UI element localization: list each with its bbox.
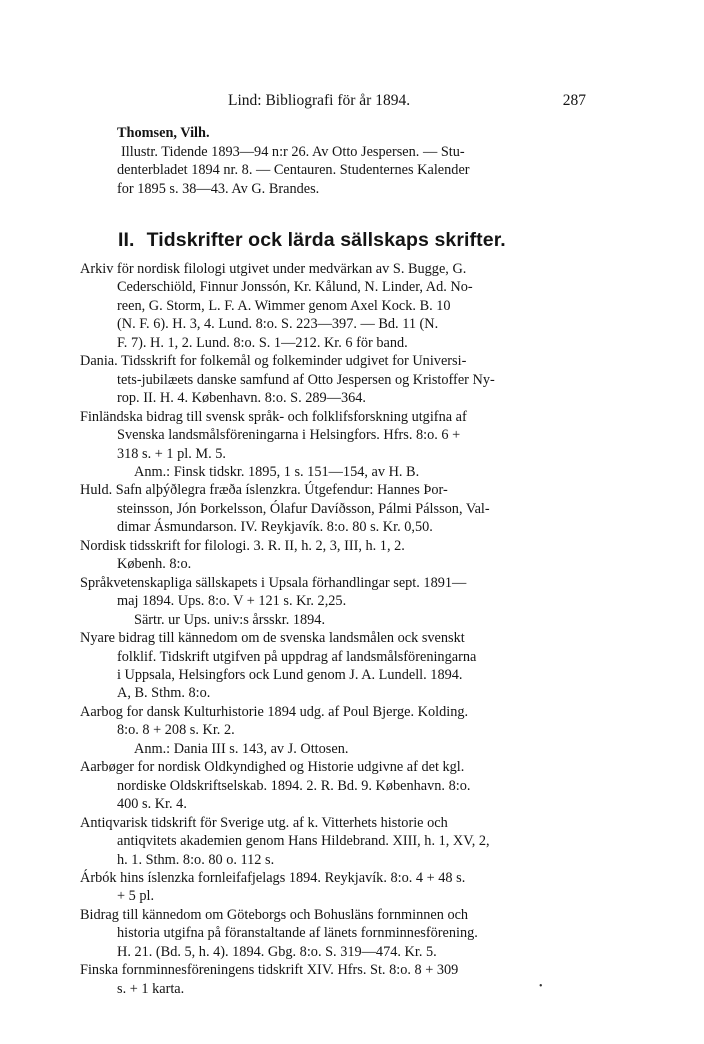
entry-line: historia utgifna på föranstaltande af länets fornminnesförening. bbox=[117, 925, 478, 942]
bibliography-entry bbox=[80, 961, 590, 998]
bibliography-entry bbox=[80, 758, 590, 813]
entry-line: 318 s. + 1 pl. M. 5. bbox=[117, 445, 226, 462]
entry-line: Nyare bidrag till kännedom om de svenska landsmålen ock svenskt bbox=[80, 630, 465, 647]
previous-entry-line: Illustr. Tidende 1893—94 n:r 26. Av Otto Jespersen. — Stu- bbox=[121, 143, 465, 160]
previous-entry-continuation bbox=[117, 124, 587, 198]
bibliography-entry bbox=[80, 352, 590, 407]
entry-line: reen, G. Storm, L. F. A. Wimmer genom Axel Kock. B. 10 bbox=[117, 297, 451, 314]
running-title: Lind: Bibliografi för år 1894. bbox=[228, 92, 411, 109]
entry-line: Aarbog for dansk Kulturhistorie 1894 udg. af Poul Bjerge. Kolding. bbox=[80, 703, 469, 720]
entry-line: Språkvetenskapliga sällskapets i Upsala förhandlingar sept. 1891— bbox=[80, 574, 467, 591]
entry-line: A, B. Sthm. 8:o. bbox=[117, 685, 211, 702]
running-header bbox=[80, 92, 600, 112]
entry-note: Anm.: Dania III s. 143, av J. Ottosen. bbox=[134, 740, 349, 757]
entry-line: nordiske Oldskriftselskab. 1894. 2. R. Bd. 9. København. 8:o. bbox=[117, 777, 471, 794]
entry-line: Dania. Tidsskrift for folkemål og folkeminder udgivet for Universi- bbox=[80, 353, 467, 370]
bibliography-entry bbox=[80, 574, 590, 629]
previous-entry-line: denterbladet 1894 nr. 8. — Centauren. Studenternes Kalender bbox=[117, 162, 470, 178]
entry-line: folklif. Tidskrift utgifven på uppdrag af landsmålsföreningarna bbox=[117, 648, 477, 665]
bibliography-entry bbox=[80, 408, 590, 482]
entry-line: Nordisk tidsskrift for filologi. 3. R. II, h. 2, 3, III, h. 1, 2. bbox=[80, 537, 405, 554]
entry-line: Aarbøger for nordisk Oldkyndighed og Historie udgivne af det kgl. bbox=[80, 759, 465, 776]
section-title: Tidskrifter ock lärda sällskaps skrifter. bbox=[146, 229, 506, 251]
bibliography-entry bbox=[80, 260, 590, 352]
bibliography-entry bbox=[80, 537, 590, 574]
entry-line: Antiqvarisk tidskrift för Sverige utg. af k. Vitterhets historie och bbox=[80, 814, 448, 831]
entry-line: + 5 pl. bbox=[117, 888, 155, 905]
entry-line: F. 7). H. 1, 2. Lund. 8:o. S. 1—212. Kr. 6 för band. bbox=[117, 334, 408, 351]
entry-line: 8:o. 8 + 208 s. Kr. 2. bbox=[117, 722, 235, 739]
entry-line: i Uppsala, Helsingfors ock Lund genom J. A. Lundell. 1894. bbox=[117, 666, 463, 683]
bibliography-entry bbox=[80, 869, 590, 906]
stray-print-mark: • bbox=[539, 981, 543, 992]
entry-line: Svenska landsmålsföreningarna i Helsingfors. Hfrs. 8:o. 6 + bbox=[117, 427, 461, 444]
entry-line: Huld. Safn alþýðlegra fræða íslenzkra. Útgefendur: Hannes Þor- bbox=[80, 482, 448, 499]
entry-line: steinsson, Jón Þorkelsson, Ólafur Davíðsson, Pálmi Pálsson, Val- bbox=[117, 500, 490, 517]
entry-line: 400 s. Kr. 4. bbox=[117, 796, 187, 813]
entry-line: dimar Ásmundarson. IV. Reykjavík. 8:o. 80 s. Kr. 0,50. bbox=[117, 519, 433, 536]
entry-note: Särtr. ur Ups. univ:s årsskr. 1894. bbox=[134, 611, 326, 628]
bibliography-entries bbox=[80, 260, 590, 998]
entry-line: (N. F. 6). H. 3, 4. Lund. 8:o. S. 223—397. — Bd. 11 (N. bbox=[117, 316, 439, 333]
entry-note: Anm.: Finsk tidskr. 1895, 1 s. 151—154, av H. B. bbox=[134, 463, 420, 480]
entry-line: Cederschiöld, Finnur Jonssón, Kr. Kålund, N. Linder, Ad. No- bbox=[117, 279, 473, 296]
entry-line: h. 1. Sthm. 8:o. 80 o. 112 s. bbox=[117, 851, 275, 868]
previous-entry-line: for 1895 s. 38—43. Av G. Brandes. bbox=[117, 180, 320, 197]
entry-line: Finska fornminnesföreningens tidskrift XIV. Hfrs. St. 8:o. 8 + 309 bbox=[80, 962, 459, 979]
entry-line: Bidrag till kännedom om Göteborgs och Bohusläns fornminnen och bbox=[80, 906, 469, 923]
bibliography-entry bbox=[80, 629, 590, 703]
entry-line: Finländska bidrag till svensk språk- och folklifsforskning utgifna af bbox=[80, 408, 467, 425]
bibliography-entry bbox=[80, 906, 590, 961]
page-number: 287 bbox=[562, 92, 586, 109]
entry-line: Árbók hins íslenzka fornleifafjelags 1894. Reykjavík. 8:o. 4 + 48 s. bbox=[80, 869, 466, 886]
entry-line: antiqvitets akademien genom Hans Hildebrand. XIII, h. 1, XV, 2, bbox=[117, 833, 490, 850]
entry-line: tets-jubilæets danske samfund af Otto Jespersen og Kristoffer Ny- bbox=[117, 371, 495, 388]
entry-line: Arkiv för nordisk filologi utgivet under medvärkan av S. Bugge, G. bbox=[80, 261, 467, 277]
entry-line: rop. II. H. 4. København. 8:o. S. 289—364. bbox=[117, 390, 366, 407]
bibliography-entry bbox=[80, 703, 590, 758]
bibliography-entry bbox=[80, 481, 590, 536]
entry-line: Københ. 8:o. bbox=[117, 556, 192, 573]
section-number: II. bbox=[118, 229, 135, 251]
entry-line: H. 21. (Bd. 5, h. 4). 1894. Gbg. 8:o. S. 319—474. Kr. 5. bbox=[117, 943, 437, 960]
section-heading bbox=[118, 229, 588, 252]
entry-line: maj 1894. Ups. 8:o. V + 121 s. Kr. 2,25. bbox=[117, 593, 347, 610]
bibliography-entry bbox=[80, 814, 590, 869]
entry-line: s. + 1 karta. bbox=[117, 980, 185, 997]
author-name: Thomsen, Vilh. bbox=[117, 125, 210, 141]
